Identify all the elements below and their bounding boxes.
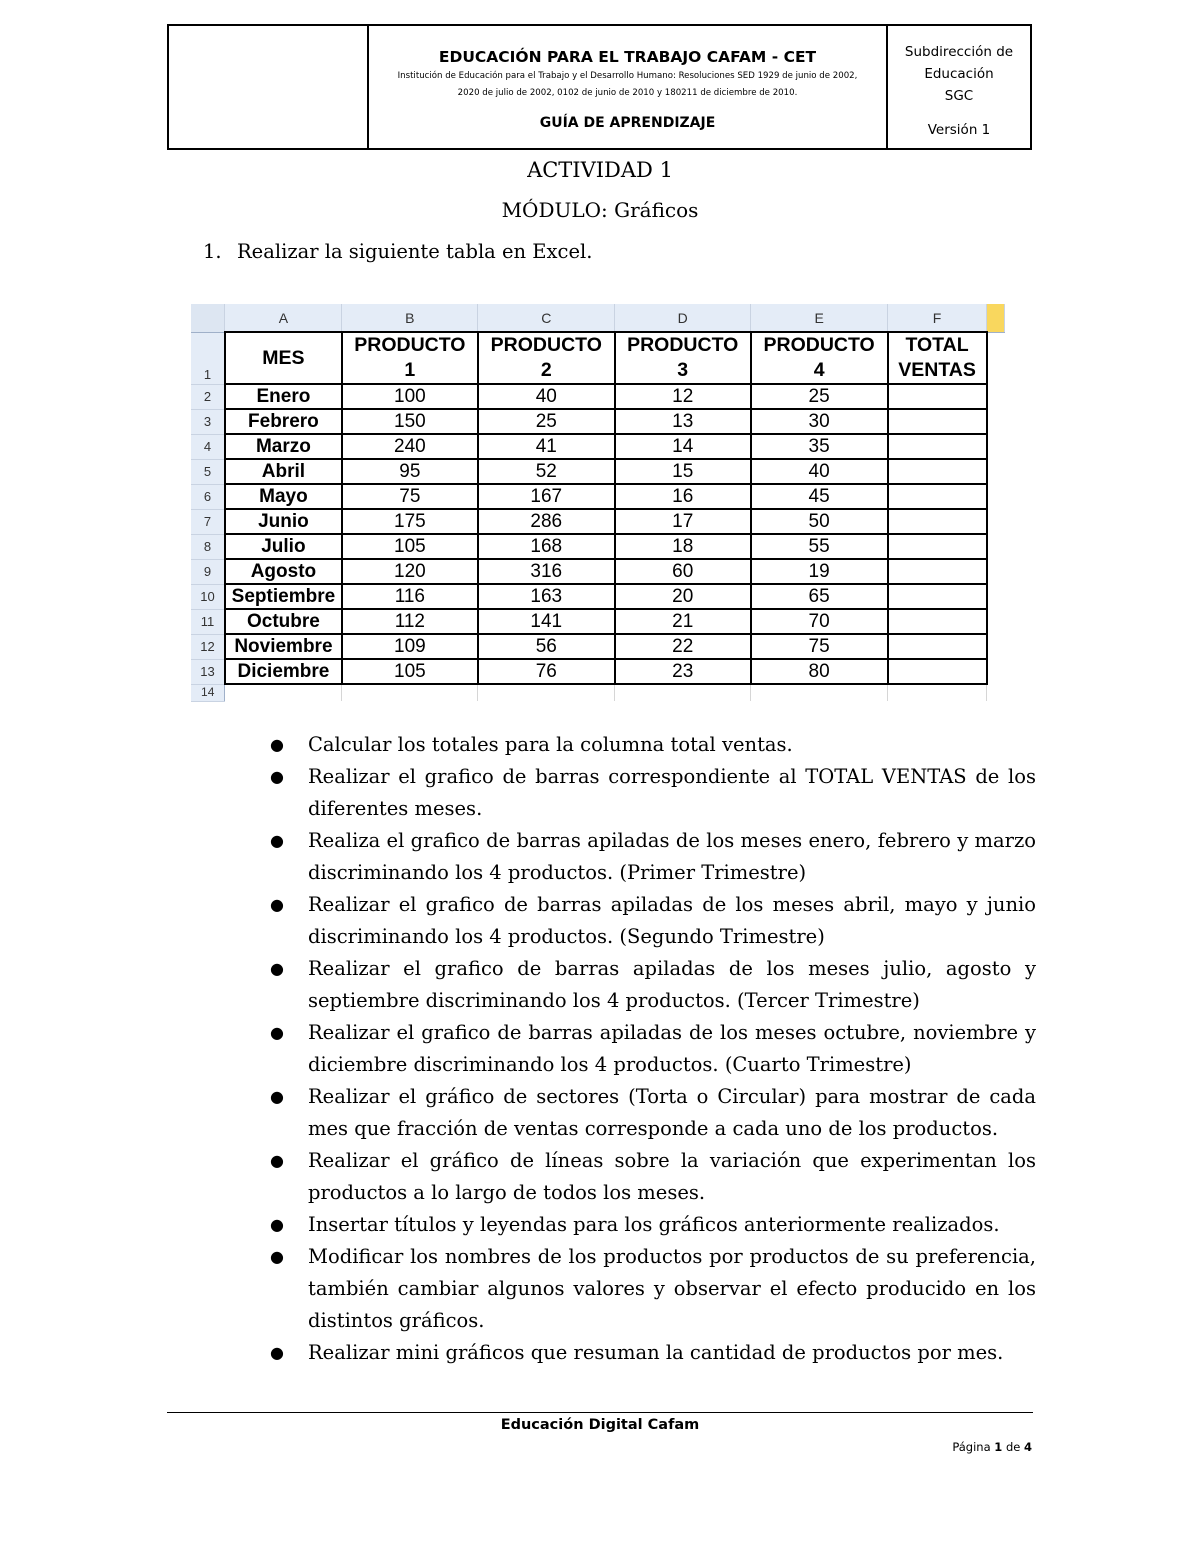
guide-title: GUÍA DE APRENDIZAJE [539, 115, 716, 131]
instruction-text: Realizar la siguiente tabla en Excel. [237, 240, 593, 263]
row-number: 8 [191, 534, 225, 559]
value-cell: 45 [751, 484, 888, 509]
month-cell: Noviembre [225, 634, 342, 659]
value-cell: 41 [478, 434, 615, 459]
value-cell: 20 [615, 584, 751, 609]
row-number: 2 [191, 384, 225, 409]
logo-cell [169, 26, 369, 148]
blank-cell [987, 459, 1005, 484]
header-cell [342, 332, 478, 384]
column-header-B: B [342, 304, 478, 332]
page-word: Página [952, 1440, 991, 1454]
blank-cell [888, 684, 987, 701]
value-cell: 168 [478, 534, 615, 559]
task-item [266, 953, 1036, 1017]
value-cell: 70 [751, 609, 888, 634]
value-cell: 60 [615, 559, 751, 584]
value-cell: 75 [342, 484, 478, 509]
value-cell: 76 [478, 659, 615, 684]
value-cell: 25 [751, 384, 888, 409]
total-cell [888, 484, 987, 509]
value-cell: 30 [751, 409, 888, 434]
task-item [266, 729, 1036, 761]
task-text: Realizar el gráfico de sectores (Torta o Circular) para mostrar de cada mes que fracción de ventas corresponde a cada uno de los productos. [308, 1085, 1036, 1140]
value-cell: 80 [751, 659, 888, 684]
spreadsheet-table [191, 304, 1005, 702]
version-label: Versión 1 [927, 122, 991, 138]
module-title: MÓDULO: Gráficos [501, 198, 699, 222]
table-row [191, 409, 1005, 434]
value-cell: 100 [342, 384, 478, 409]
page-indicator [952, 1440, 1032, 1454]
bullet-icon: ● [270, 1023, 284, 1042]
total-cell [888, 434, 987, 459]
blank-cell [987, 384, 1005, 409]
table-header-row [191, 332, 1005, 384]
table-row [191, 509, 1005, 534]
of-word: de [1005, 1440, 1021, 1454]
value-cell: 105 [342, 534, 478, 559]
document-header [167, 24, 1032, 150]
column-header-F: F [888, 304, 987, 332]
institution-title: EDUCACIÓN PARA EL TRABAJO CAFAM - CET [438, 48, 817, 66]
header-cell [888, 332, 987, 384]
column-header-next [987, 304, 1005, 332]
value-cell: 16 [615, 484, 751, 509]
header-line: 4 [813, 359, 825, 381]
total-cell [888, 634, 987, 659]
task-text: Realizar el grafico de barras correspondiente al TOTAL VENTAS de los diferentes meses. [308, 765, 1036, 820]
blank-cell [225, 684, 342, 701]
row-number: 14 [191, 684, 225, 701]
table-row [191, 384, 1005, 409]
task-item [266, 1017, 1036, 1081]
value-cell: 105 [342, 659, 478, 684]
total-cell [888, 409, 987, 434]
bullet-icon: ● [270, 1215, 284, 1234]
value-cell: 25 [478, 409, 615, 434]
blank-cell [987, 484, 1005, 509]
table-row [191, 484, 1005, 509]
blank-cell [987, 609, 1005, 634]
header-line: TOTAL [905, 334, 969, 356]
task-text: Realiza el grafico de barras apiladas de los meses enero, febrero y marzo discriminando los 4 productos. (Primer Trimestre) [308, 829, 1036, 884]
bullet-icon: ● [270, 831, 284, 850]
value-cell: 14 [615, 434, 751, 459]
table-row [191, 634, 1005, 659]
footer-title: Educación Digital Cafam [500, 1417, 700, 1433]
value-cell: 56 [478, 634, 615, 659]
header-center [369, 26, 888, 148]
table-row [191, 609, 1005, 634]
value-cell: 109 [342, 634, 478, 659]
task-item [266, 889, 1036, 953]
total-cell [888, 459, 987, 484]
value-cell: 52 [478, 459, 615, 484]
month-cell: Febrero [225, 409, 342, 434]
value-cell: 163 [478, 584, 615, 609]
value-cell: 167 [478, 484, 615, 509]
header-line: VENTAS [898, 359, 976, 381]
value-cell: 18 [615, 534, 751, 559]
value-cell: 286 [478, 509, 615, 534]
task-item [266, 761, 1036, 825]
task-text: Realizar mini gráficos que resuman la cantidad de productos por mes. [308, 1341, 1004, 1364]
blank-cell [987, 559, 1005, 584]
column-header-A: A [225, 304, 342, 332]
task-text: Realizar el grafico de barras apiladas de los meses abril, mayo y junio discriminando los 4 productos. (Segundo Trimestre) [308, 893, 1036, 948]
value-cell: 112 [342, 609, 478, 634]
column-header-C: C [478, 304, 615, 332]
row-number: 1 [191, 332, 225, 384]
row-number: 9 [191, 559, 225, 584]
page-number: 1 [994, 1440, 1003, 1454]
month-cell: Octubre [225, 609, 342, 634]
value-cell: 65 [751, 584, 888, 609]
header-right [888, 26, 1030, 148]
value-cell: 40 [478, 384, 615, 409]
table-row-empty [191, 684, 1005, 701]
table-row [191, 534, 1005, 559]
bullet-icon: ● [270, 1343, 284, 1362]
month-cell: Enero [225, 384, 342, 409]
table-row [191, 659, 1005, 684]
bullet-icon: ● [270, 1151, 284, 1170]
row-number: 3 [191, 409, 225, 434]
month-cell: Septiembre [225, 584, 342, 609]
blank-cell [987, 534, 1005, 559]
value-cell: 141 [478, 609, 615, 634]
total-cell [888, 384, 987, 409]
table-row [191, 434, 1005, 459]
institution-subtitle: Institución de Educación para el Trabajo y el Desarrollo Humano: Resoluciones SED 1929 de junio de 2002, 2020 de julio de 2002, 0102 de junio de 2010 y 180211 de diciembre de 2010. [397, 71, 858, 98]
value-cell: 21 [615, 609, 751, 634]
month-cell: Junio [225, 509, 342, 534]
blank-cell [987, 634, 1005, 659]
value-cell: 35 [751, 434, 888, 459]
instruction-number: 1. [203, 240, 222, 263]
bullet-icon: ● [270, 1087, 284, 1106]
header-cell [751, 332, 888, 384]
month-cell: Mayo [225, 484, 342, 509]
blank-cell [987, 409, 1005, 434]
value-cell: 240 [342, 434, 478, 459]
column-header-D: D [615, 304, 751, 332]
total-cell [888, 609, 987, 634]
task-item [266, 1145, 1036, 1209]
header-line: PRODUCTO [763, 334, 875, 356]
blank-cell [751, 684, 888, 701]
bullet-icon: ● [270, 767, 284, 786]
total-cell [888, 659, 987, 684]
task-list [266, 729, 1036, 1369]
value-cell: 40 [751, 459, 888, 484]
task-item [266, 1241, 1036, 1337]
value-cell: 95 [342, 459, 478, 484]
month-cell: Marzo [225, 434, 342, 459]
value-cell: 75 [751, 634, 888, 659]
value-cell: 13 [615, 409, 751, 434]
spreadsheet [191, 304, 1005, 728]
task-text: Insertar títulos y leyendas para los gráficos anteriormente realizados. [308, 1213, 1000, 1236]
value-cell: 12 [615, 384, 751, 409]
header-cell [225, 332, 342, 384]
total-cell [888, 559, 987, 584]
value-cell: 175 [342, 509, 478, 534]
value-cell: 22 [615, 634, 751, 659]
header-line: MES [262, 346, 305, 369]
value-cell: 120 [342, 559, 478, 584]
header-line: 3 [677, 359, 689, 381]
task-text: Realizar el gráfico de líneas sobre la variación que experimentan los productos a lo largo de todos los meses. [308, 1149, 1036, 1204]
blank-cell [478, 684, 615, 701]
task-text: Realizar el grafico de barras apiladas de los meses julio, agosto y septiembre discriminando los 4 productos. (Tercer Trimestre) [308, 957, 1036, 1012]
blank-cell [987, 434, 1005, 459]
task-text: Realizar el grafico de barras apiladas de los meses octubre, noviembre y diciembre discriminando los 4 productos. (Cuarto Trimestre) [308, 1021, 1036, 1076]
row-number: 4 [191, 434, 225, 459]
instruction [203, 240, 592, 263]
bullet-icon: ● [270, 1247, 284, 1266]
value-cell: 150 [342, 409, 478, 434]
task-item [266, 1337, 1036, 1369]
total-cell [888, 534, 987, 559]
month-cell: Diciembre [225, 659, 342, 684]
page-total: 4 [1023, 1440, 1032, 1454]
value-cell: 116 [342, 584, 478, 609]
value-cell: 17 [615, 509, 751, 534]
value-cell: 55 [751, 534, 888, 559]
blank-cell [987, 584, 1005, 609]
total-cell [888, 584, 987, 609]
bullet-icon: ● [270, 959, 284, 978]
task-text: Modificar los nombres de los productos por productos de su preferencia, también cambiar algunos valores y observar el efecto producido en los distintos gráficos. [308, 1245, 1036, 1332]
select-all-corner [191, 304, 225, 332]
bullet-icon: ● [270, 895, 284, 914]
header-cell [615, 332, 751, 384]
value-cell: 19 [751, 559, 888, 584]
value-cell: 23 [615, 659, 751, 684]
dept-line-3: SGC [944, 88, 974, 104]
table-row [191, 559, 1005, 584]
footer-divider [167, 1412, 1033, 1413]
blank-cell [342, 684, 478, 701]
activity-title: ACTIVIDAD 1 [527, 158, 673, 182]
table-row [191, 584, 1005, 609]
header-line: PRODUCTO [354, 334, 466, 356]
blank-cell [987, 509, 1005, 534]
bullet-icon: ● [270, 735, 284, 754]
header-line: 2 [540, 359, 552, 381]
column-header-E: E [751, 304, 888, 332]
blank-cell [615, 684, 751, 701]
header-line: PRODUCTO [627, 334, 739, 356]
value-cell: 50 [751, 509, 888, 534]
task-item [266, 1209, 1036, 1241]
task-item [266, 1081, 1036, 1145]
row-number: 10 [191, 584, 225, 609]
row-number: 5 [191, 459, 225, 484]
value-cell: 15 [615, 459, 751, 484]
row-number: 12 [191, 634, 225, 659]
column-header-row [191, 304, 1005, 332]
header-cell [478, 332, 615, 384]
row-number: 7 [191, 509, 225, 534]
dept-line-2: Educación [924, 66, 994, 82]
row-number: 13 [191, 659, 225, 684]
month-cell: Julio [225, 534, 342, 559]
dept-line-1: Subdirección de [904, 44, 1014, 60]
task-item [266, 825, 1036, 889]
header-line: 1 [404, 359, 416, 381]
month-cell: Abril [225, 459, 342, 484]
task-text: Calcular los totales para la columna total ventas. [308, 733, 793, 756]
row-number: 11 [191, 609, 225, 634]
blank-cell [987, 659, 1005, 684]
value-cell: 316 [478, 559, 615, 584]
total-cell [888, 509, 987, 534]
row-number: 6 [191, 484, 225, 509]
month-cell: Agosto [225, 559, 342, 584]
blank-cell [987, 332, 1005, 384]
table-row [191, 459, 1005, 484]
blank-cell [987, 684, 1005, 701]
header-line: PRODUCTO [490, 334, 602, 356]
